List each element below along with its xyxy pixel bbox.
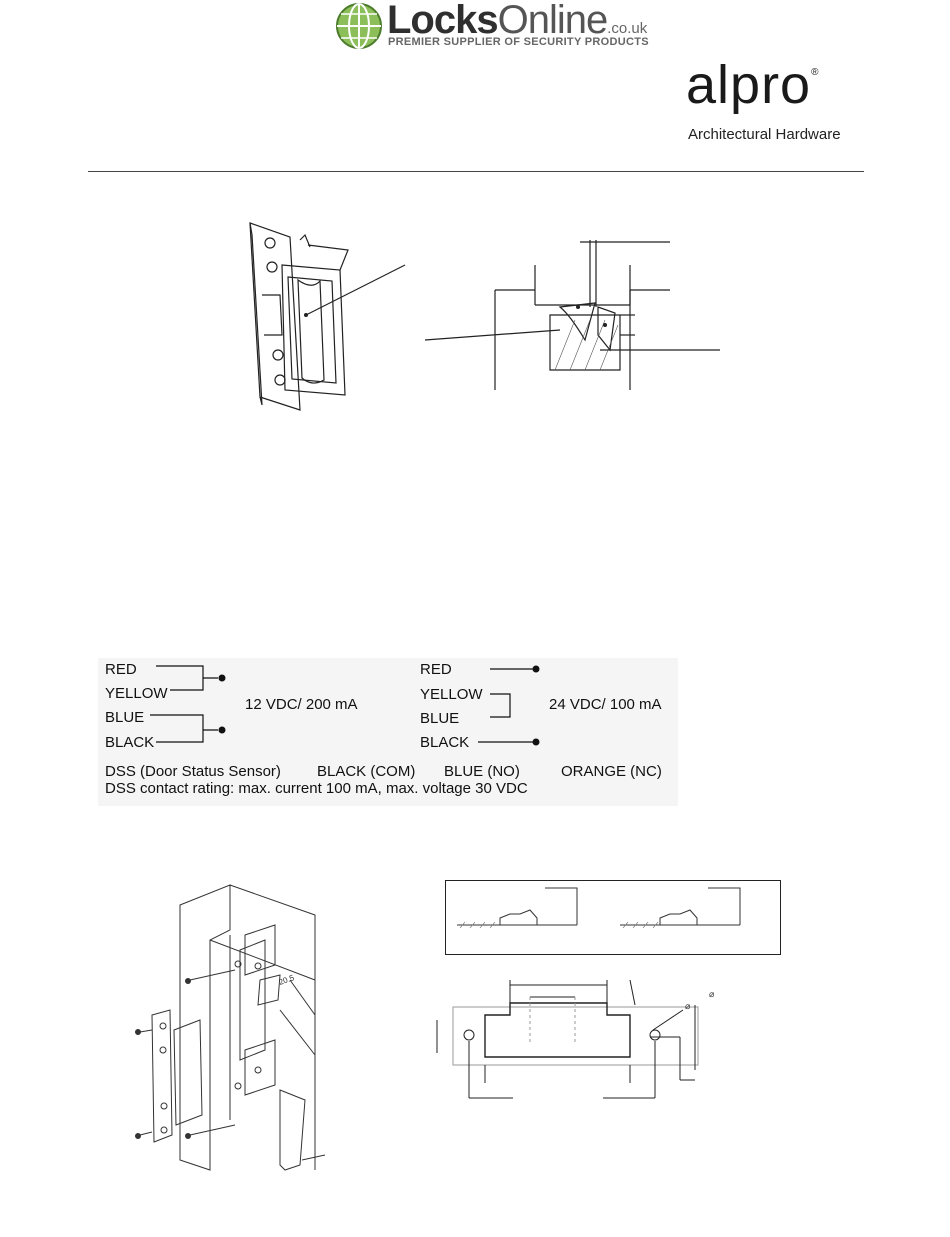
- rating-24v: 24 VDC/ 100 mA: [549, 696, 662, 713]
- locksonline-tagline: PREMIER SUPPLIER OF SECURITY PRODUCTS: [388, 36, 649, 48]
- frame-profile-drawing: [445, 880, 782, 956]
- rating-12v: 12 VDC/ 200 mA: [245, 696, 358, 713]
- brand-tld: .co.uk: [607, 20, 648, 37]
- dss-no: BLUE (NO): [444, 763, 520, 780]
- dss-contact-rating: DSS contact rating: max. current 100 mA, max. voltage 30 VDC: [105, 780, 528, 797]
- wire-black-24v: BLACK: [420, 734, 470, 751]
- wire-blue-12v: BLUE: [105, 709, 145, 726]
- mounting-dimension-label: 20.5: [277, 973, 296, 987]
- strike-perspective-drawing: [240, 215, 420, 420]
- installation-exploded-drawing: [130, 880, 340, 1180]
- dss-nc: ORANGE (NC): [561, 763, 662, 780]
- wire-yellow-24v: YELLOW: [420, 686, 483, 703]
- brand-bold: Locks: [387, 0, 498, 42]
- strike-section-drawing: [420, 235, 730, 395]
- wire-red-24v: RED: [420, 661, 452, 678]
- wire-yellow-12v: YELLOW: [105, 685, 168, 702]
- alpro-word-left: al: [686, 55, 731, 115]
- alpro-logo: [686, 55, 820, 115]
- wire-red-12v: RED: [105, 661, 137, 678]
- globe-logo-icon: [335, 2, 383, 50]
- hole-diameter-symbol-1: ⌀: [685, 1001, 691, 1011]
- alpro-subtitle: Architectural Hardware: [688, 126, 841, 143]
- dss-com: BLACK (COM): [317, 763, 416, 780]
- wiring-diagram: [98, 658, 678, 806]
- wire-black-12v: BLACK: [105, 734, 155, 751]
- header-divider: [88, 171, 864, 172]
- wire-blue-24v: BLUE: [420, 710, 460, 727]
- hole-diameter-symbol-2: ⌀: [709, 989, 715, 999]
- alpro-word-right: pro: [730, 55, 812, 115]
- registered-mark: ®: [811, 67, 820, 78]
- brand-light: Online: [497, 0, 608, 42]
- dss-label: DSS (Door Status Sensor): [105, 763, 281, 780]
- strike-plate-dimension-drawing: [425, 975, 725, 1105]
